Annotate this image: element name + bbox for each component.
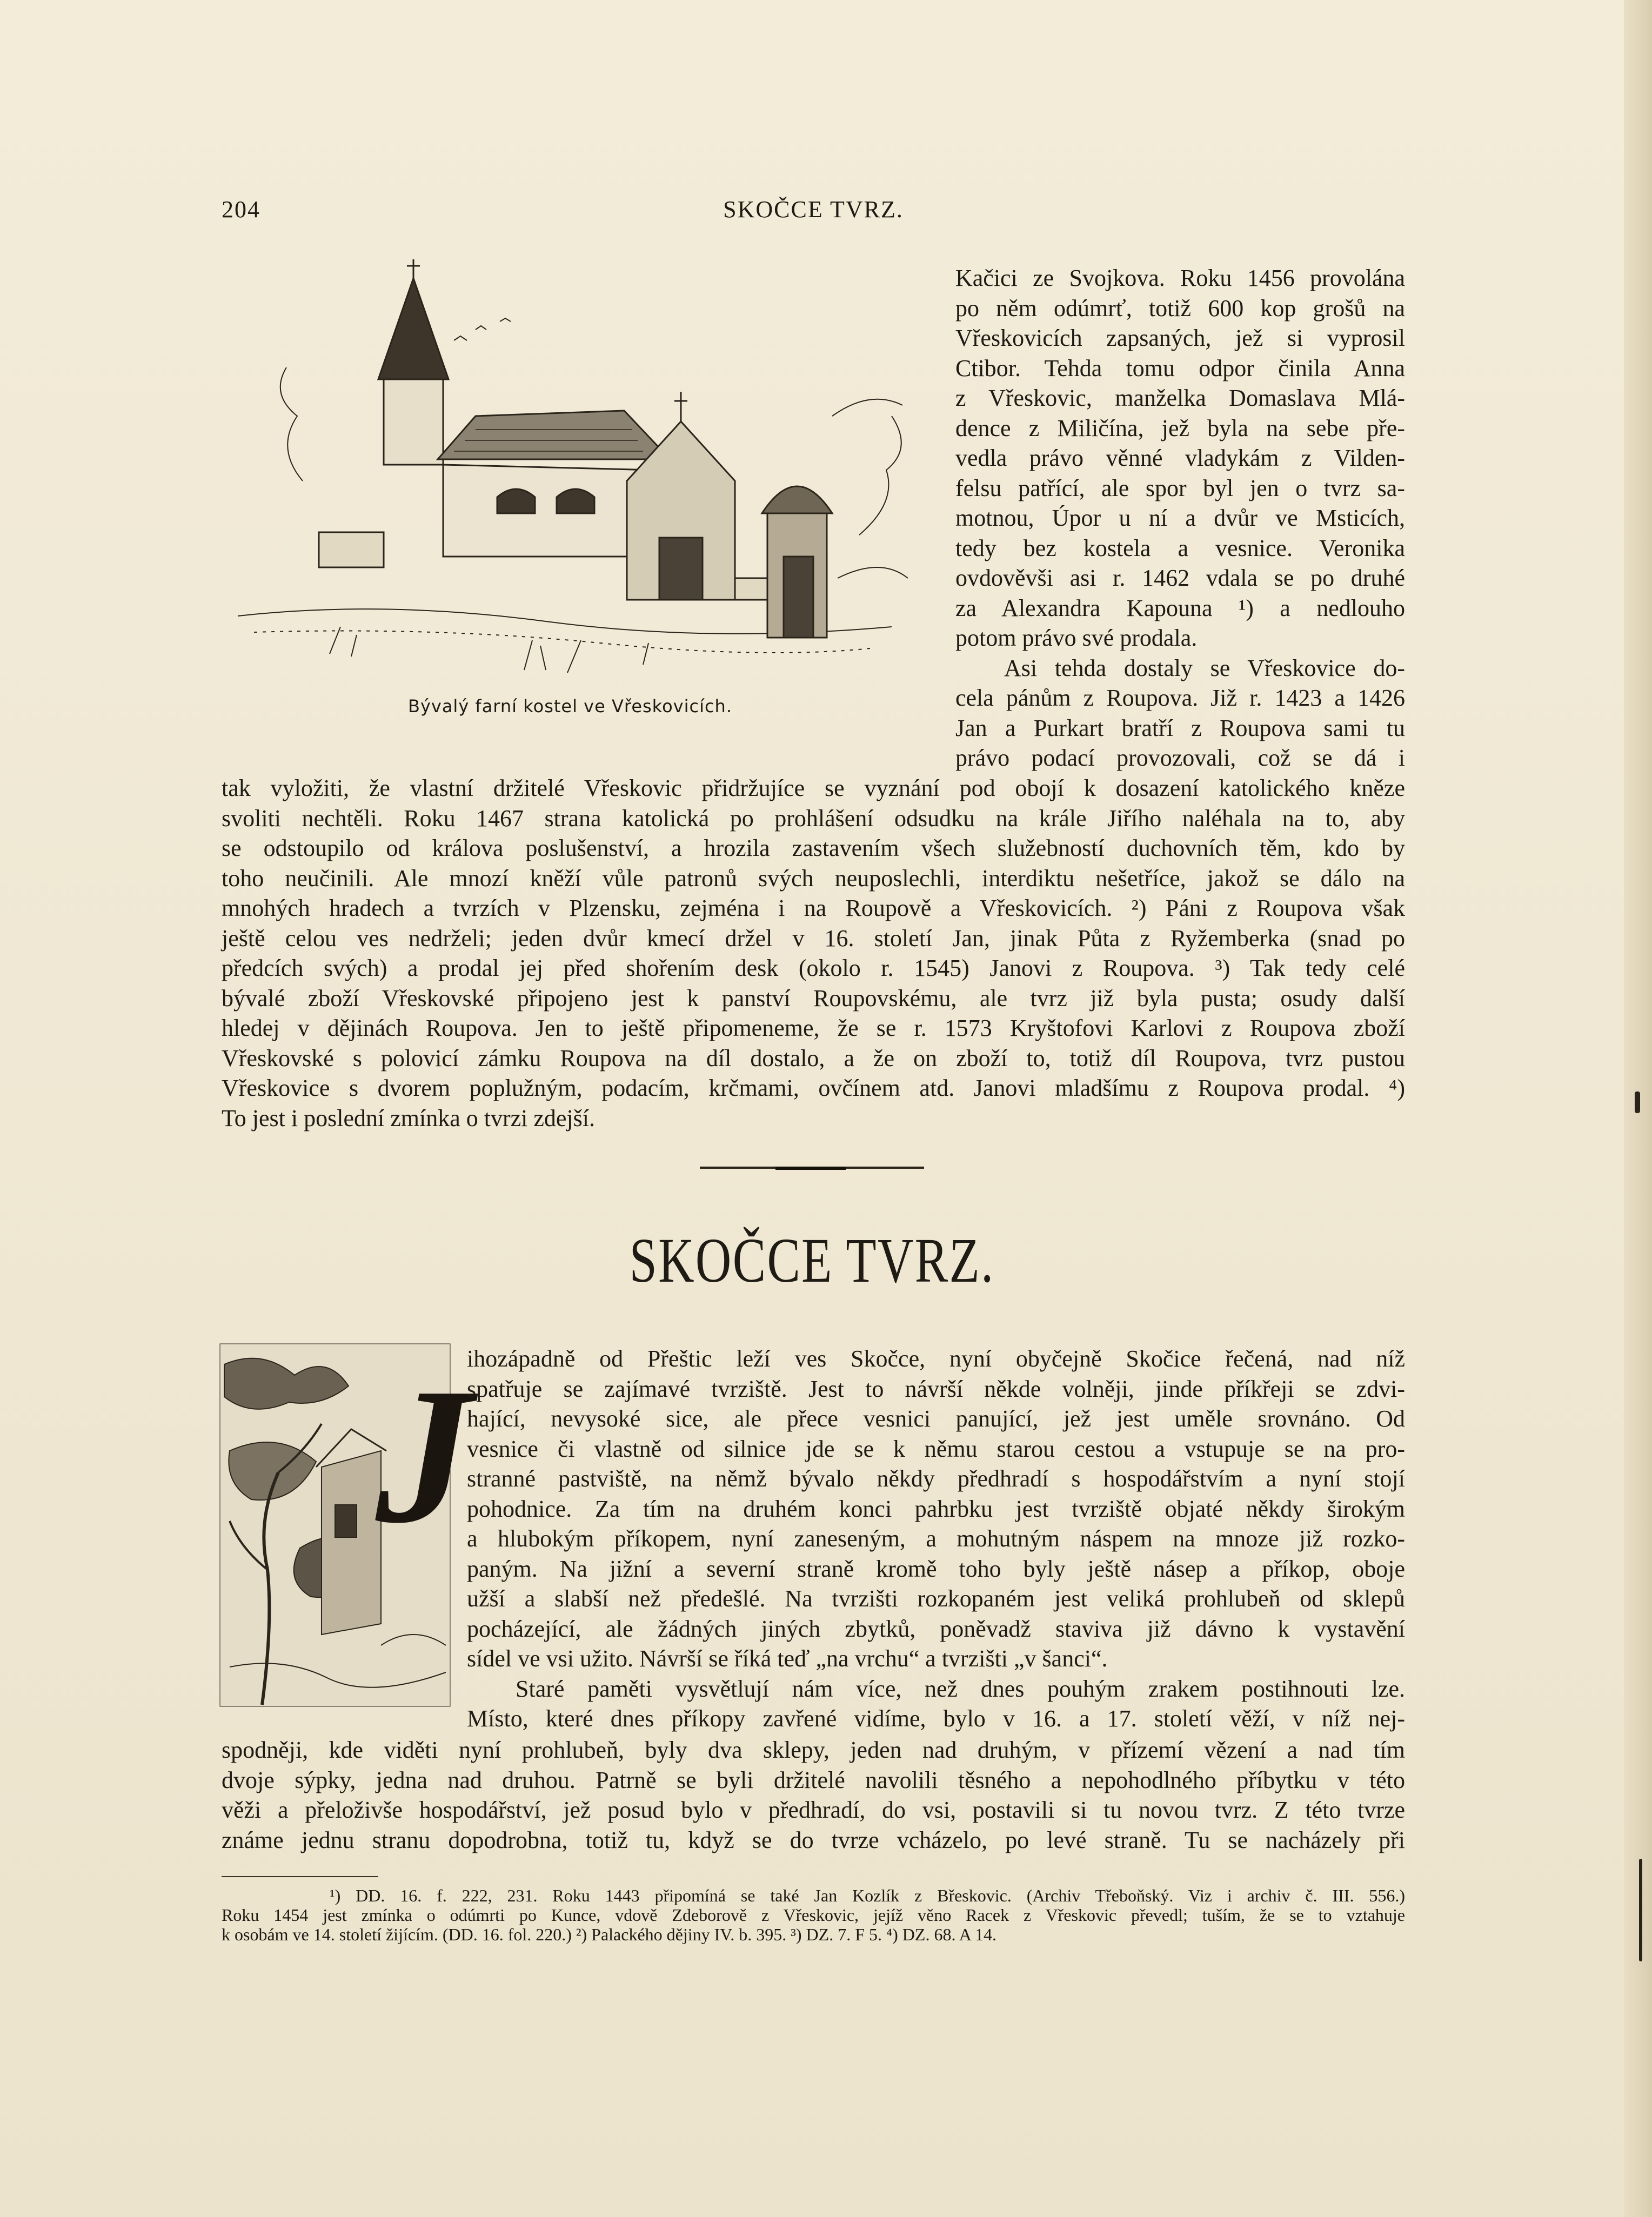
text-line: stranné pastviště, na němž bývalo někdy předhradí s hospodářstvím a nyní stojí	[467, 1465, 1405, 1492]
text-line: spatřuje se zajímavé tvrziště. Jest to návrší někde volněji, jinde příkřeji se zdvi-	[467, 1375, 1405, 1402]
text-line: užší a slabší než předešlé. Na tvrzišti rozkopaném jest veliká prohlubeň od sklepů	[467, 1585, 1405, 1612]
text-line: známe jednu stranu dopodrobna, totiž tu, když se do tvrze vcházelo, po levé straně. Tu se nacházely při	[222, 1826, 1405, 1853]
text-line: Jan a Purkart bratří z Roupova sami tu	[955, 714, 1405, 741]
section-text-right	[467, 1344, 1405, 1734]
text-line: sídel ve vsi užito. Návrší se říká teď „na vrchu“ a tvrzišti „v šanci“.	[467, 1645, 1108, 1672]
text-line: mnohých hradech a tvrzích v Plzensku, zejména i na Roupově a Vřeskovicích. ²) Páni z Roupova však	[222, 895, 1405, 921]
text-line: Vřeskovské s polovicí zámku Roupova na díl dostalo, a že on zboží to, totiž díl Roupova, tvrz pustou	[222, 1044, 1405, 1071]
right-column-text	[955, 263, 1405, 773]
section-title: SKOČCE TVRZ.	[629, 1225, 995, 1296]
text-line: svoliti nechtěli. Roku 1467 strana katolická po prohlášení odsudku na krále Jiřího naléhala na to, aby	[222, 805, 1405, 832]
text-line: dvoje sýpky, jedna nad druhou. Patrně se byli držitelé navolili těsného a nepohodlného příbytku v této	[222, 1766, 1405, 1793]
text-line: z Vřeskovic, manželka Domaslava Mlá-	[955, 385, 1405, 411]
page-header	[222, 196, 1405, 233]
text-line: po něm odúmrť, totiž 600 kop grošů na	[955, 294, 1405, 322]
text-line: Asi tehda dostaly se Vřeskovice do-	[1004, 654, 1405, 681]
text-line: se odstoupilo od králova poslušenství, a hrozila zastavením všech služebností duchovních těm, kdo by	[222, 835, 1405, 861]
text-line: felsu patřící, ale spor byl jen o tvrz sa-	[955, 474, 1405, 501]
full-width-text	[222, 773, 1405, 1133]
text-line: paným. Na jižní a severní straně kromě toho byly ještě násep a příkop, oboje	[467, 1555, 1405, 1582]
text-line: Staré paměti vysvětlují nám více, než dnes pouhým zrakem postihnouti lze.	[516, 1675, 1405, 1702]
text-line: vedla právo věnné vladykám z Vilden-	[955, 445, 1405, 471]
text-line: ihozápadně od Přeštic leží ves Skočce, nyní obyčejně Skočice řečená, nad níž	[467, 1345, 1405, 1372]
page-number: 204	[222, 196, 260, 223]
text-line: a hlubokým příkopem, nyní zaneseným, a mohutným náspem na mnoze již rozko-	[467, 1525, 1405, 1552]
text-line: Vřeskovice s dvorem poplužným, podacím, krčmami, ovčínem atd. Janovi mladšímu z Roupova prodal. ⁴)	[222, 1075, 1405, 1101]
edge-mark	[1635, 1091, 1640, 1113]
text-line: To jest i poslední zmínka o tvrzi zdejší.	[222, 1104, 596, 1131]
text-line: pocházející, ale žádných jiných zbytků, poněvadž staviva již dávno k vystavění	[467, 1615, 1405, 1642]
text-line: pohodnice. Za tím na druhém konci pahrbku jest tvrziště objaté někdy širokým	[467, 1495, 1405, 1522]
initial-letter: J	[376, 1348, 473, 1563]
footnotes	[222, 1886, 1405, 1944]
text-line: věži a přeloživše hospodářství, jež posud bylo v předhradí, do vsi, postavili si tu novou tvrz. Z této tvrze	[222, 1797, 1405, 1823]
text-line: motnou, Úpor u ní a dvůr ve Msticích,	[955, 505, 1405, 531]
text-line: Kačici ze Svojkova. Roku 1456 provolána	[955, 265, 1405, 291]
text-line: Vřeskovicích zapsaných, jež si vyprosil	[955, 325, 1405, 351]
footnote-rule	[222, 1876, 378, 1877]
initial-illustration	[219, 1343, 473, 1707]
text-line: ještě celou ves nedrželi; jeden dvůr kmecí držel v 16. století Jan, jinak Půta z Ryžemberka (snad po	[222, 925, 1405, 952]
edge-mark	[1639, 1859, 1642, 1961]
figure-caption: Bývalý farní kostel ve Vřeskovicích.	[407, 696, 732, 716]
text-line: tedy bez kostela a vesnice. Veronika	[955, 534, 1405, 561]
footnote-line: Roku 1454 jest zmínka o odúmrti po Kunce, vdově Zdeborově z Vřeskovic, jejíž věno Racek z Vřeskovic převedl; tuším, že se to vztahuje	[222, 1905, 1405, 1925]
text-line: za Alexandra Kapouna ¹) a nedlouho	[955, 594, 1405, 621]
text-line: Ctibor. Tehda tomu odpor činila Anna	[955, 354, 1405, 381]
text-line: tak vyložiti, že vlastní držitelé Vřeskovic přidržujíce se vyznání pod obojí k dosazení katolického kněze	[222, 775, 1405, 801]
text-line: Místo, které dnes příkopy zavřené vidíme, bylo v 16. a 17. století věží, v níž nej-	[467, 1705, 1405, 1732]
footnote-line: k osobám ve 14. století žijícím. (DD. 16. fol. 220.) ²) Palackého dějiny IV. b. 395. ³) DZ. 7. F 5. ⁴) DZ. 68. A 14.	[222, 1925, 997, 1944]
text-line: hající, nevysoké sice, ale přece vesnici panující, jež jest uměle srovnáno. Od	[467, 1405, 1405, 1432]
text-line: spodněji, kde viděti nyní prohlubeň, byly dva sklepy, jeden nad druhým, v přízemí vězení a nad tím	[222, 1737, 1405, 1763]
running-head: SKOČCE TVRZ.	[723, 196, 904, 223]
text-line: bývalé zboží Vřeskovské připojeno jest k panství Roupovskému, ale tvrz již byla pusta; osudy další	[222, 984, 1405, 1012]
church-illustration	[222, 254, 919, 686]
text-line: právo podací provozovali, což se dá i	[955, 745, 1405, 771]
text-line: toho neučinili. Ale mnozí kněží vůle patronů svých neuposlechli, interdiktu nešetříce, jakož se dálo na	[222, 865, 1405, 892]
text-line: potom právo své prodala.	[955, 625, 1198, 651]
footnote-line: ¹) DD. 16. f. 222, 231. Roku 1443 připomíná se také Jan Kozlík z Břeskovic. (Archiv Třeboňský. Viz i archiv č. III. 556.)	[330, 1886, 1405, 1905]
text-line: předcích svých) a prodal jej před shořením desk (okolo r. 1545) Janovi z Roupova. ³) Tak tedy celé	[222, 955, 1405, 981]
section-divider-center	[775, 1167, 846, 1170]
text-line: hledej v dějinách Roupova. Jen to ještě připomeneme, že se r. 1573 Kryštofovi Karlovi z Roupova zboží	[222, 1015, 1405, 1041]
text-line: ovdověvši asi r. 1462 vdala se po druhé	[955, 565, 1405, 591]
section-text-full	[222, 1735, 1405, 1855]
text-line: vesnice či vlastně od silnice jde se k němu starou cestou a vstupuje se na pro-	[467, 1435, 1405, 1462]
text-line: cela pánům z Roupova. Již r. 1423 a 1426	[955, 685, 1405, 711]
text-line: dence z Miličína, jež byla na sebe pře-	[955, 414, 1405, 441]
